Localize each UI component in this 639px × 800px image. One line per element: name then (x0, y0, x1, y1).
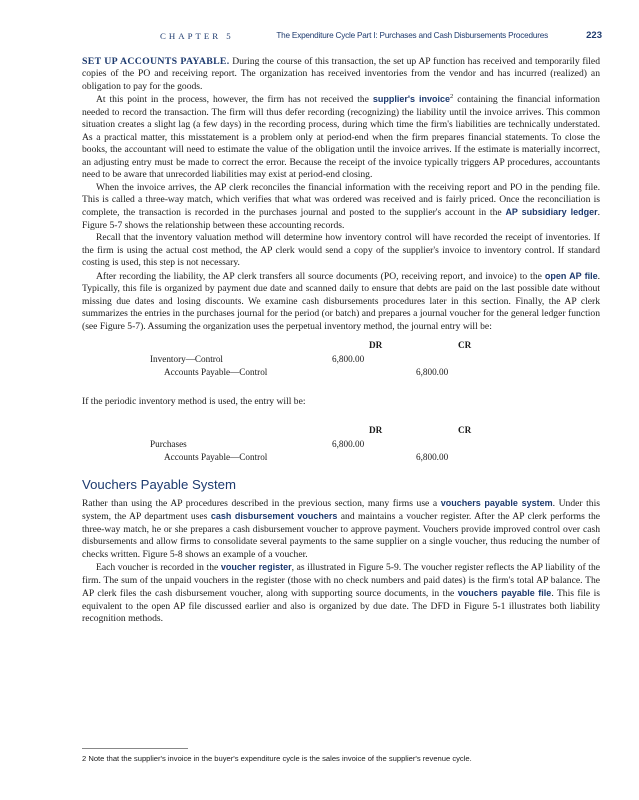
credit-amount: 6,800.00 (416, 366, 449, 377)
dr-header: DR (369, 339, 383, 350)
key-term-vouchers-payable-system: vouchers payable system (440, 497, 553, 508)
key-term-cash-disbursement-vouchers: cash disbursement vouchers (210, 511, 338, 522)
footnote-divider (82, 748, 188, 749)
paragraph-text: At this point in the process, however, the firm has not received the (96, 94, 369, 106)
paragraph-setup-ap (82, 56, 600, 93)
page-number: 223 (586, 30, 602, 41)
paragraph-text: Each voucher is recorded in the (96, 562, 219, 574)
paragraph-voucher-register (82, 561, 600, 625)
paragraph-text: . Figure 5-7 shows the relationship between these accounting records. (82, 207, 600, 231)
paragraph-text: After recording the liability, the AP clerk transfers all source documents (PO, receiving report, and invoice) to the (96, 270, 542, 282)
body-text (82, 56, 600, 625)
cr-header: CR (458, 339, 472, 350)
paragraph-three-way-match (82, 182, 600, 233)
key-term-ap-subsidiary-ledger: AP subsidiary ledger (505, 207, 598, 218)
cr-header: CR (458, 425, 472, 436)
key-term-vouchers-payable-file: vouchers payable file (457, 588, 552, 599)
key-term-open-ap-file: open AP file (544, 270, 598, 281)
paragraph-text: Rather than using the AP procedures described in the previous section, many firms use a (82, 497, 438, 509)
paragraph-vouchers-intro (82, 497, 600, 561)
paragraph-text: and maintains a voucher register. After the AP clerk performs the three-way match, he or she prepares a cash disbursement voucher to approve payment. Vouchers provide improved control over cash disbursements and allow firms to consolidate several payments to the same supplier on a single voucher, thus reducing the number of checks written. Figure 5-8 shows an example of a voucher. (82, 511, 600, 560)
running-header (82, 30, 602, 44)
credit-account: Accounts Payable—Control (164, 366, 268, 377)
debit-account: Inventory—Control (150, 353, 223, 364)
section-heading-vouchers-payable: Vouchers Payable System (82, 477, 236, 493)
key-term-voucher-register: voucher register (220, 562, 292, 573)
paragraph-inventory-valuation (82, 232, 600, 269)
paragraph-text: If the periodic inventory method is used, the entry will be: (82, 395, 306, 407)
paragraph-text: . Under this system, the AP department uses (82, 497, 600, 523)
footnote-marker: 2 (450, 93, 454, 101)
credit-amount: 6,800.00 (416, 452, 449, 463)
paragraph-text: . This file is equivalent to the open AP file discussed earlier and also is organized by due date. The DFD in Figure 5-1 illustrates both liability recognition methods. (82, 588, 600, 624)
chapter-label: CHAPTER 5 (160, 31, 234, 41)
running-title: The Expenditure Cycle Part I: Purchases and Cash Disbursements Procedures (276, 31, 548, 40)
debit-account: Purchases (150, 439, 187, 450)
paragraph-open-ap-file (82, 270, 600, 333)
paragraph-text: Recall that the inventory valuation method will determine how inventory control will have recorded the receipt of inventories. If the firm is using the actual cost method, the AP clerk would send a copy of the supplier's invoice to inventory control. If standard costing is used, this step is not necessary. (82, 232, 600, 269)
paragraph-text: During the course of this transaction, the set up AP function has received and temporarily filed copies of the PO and receiving report. The organization has received inventories from the vendor and has incurred (realized) an obligation to pay for the goods. (82, 56, 600, 92)
key-term-supplier-invoice: supplier's invoice (372, 94, 451, 105)
debit-amount: 6,800.00 (332, 439, 365, 450)
paragraph-text: When the invoice arrives, the AP clerk reconciles the financial information with the receiving report and PO in the pending file. This is called a three-way match, which verifies that what was ordered was received and is fairly priced. Once the reconciliation is complete, the transaction is recorded in the purchases journal and posted to the supplier's account in the (82, 181, 600, 219)
paragraph-text: , as illustrated in Figure 5-9. The voucher register reflects the AP liability of the firm. The sum of the unpaid vouchers in the register (those with no check numbers and paid dates) is the firm's total AP balance. The AP clerk files the cash disbursement voucher, along with supporting source documents, in the (82, 562, 600, 600)
paragraph-periodic (82, 396, 600, 408)
credit-account: Accounts Payable—Control (164, 452, 268, 463)
paragraph-text: . Typically, this file is organized by payment due date and scanned daily to ensure that debts are paid on the last possible date without missing due dates and losing discounts. We examine cash disbursements procedures later in this section. Finally, the AP clerk summarizes the entries in the purchases journal for the period (or batch) and prepares a journal voucher for the general ledger function (see Figure 5-7). Assuming the organization uses the perpetual inventory method, the journal entry will be: (82, 270, 600, 332)
runin-heading: SET UP ACCOUNTS PAYABLE. (82, 56, 230, 67)
debit-amount: 6,800.00 (332, 353, 365, 364)
footnote: 2 Note that the supplier's invoice in the buyer's expenditure cycle is the sales invoice of the supplier's revenue cycle. (82, 754, 472, 763)
journal-entry-perpetual (82, 334, 600, 396)
paragraph-text: containing the financial information needed to record the transaction. The firm will thus defer recording (recognizing) the liability until the invoice arrives. This common situation creates a slight lag (a few days) in the recording process, during which time the firm's liabilities are technically understated. As a practical matter, this misstatement is a problem only at period-end when the firm prepares financial statements. To close the books, the accountant will need to estimate the value of the obligation until the invoice arrives. If the estimate is materially incorrect, an adjusting entry must be made to correct the error. Because the receipt of the invoice typically triggers AP procedures, accountants need to be aware that unrecorded liabilities may exist at period-end closing. (82, 94, 600, 181)
dr-header: DR (369, 425, 383, 436)
paragraph-supplier-invoice (82, 93, 600, 181)
journal-entry-periodic (82, 409, 600, 469)
